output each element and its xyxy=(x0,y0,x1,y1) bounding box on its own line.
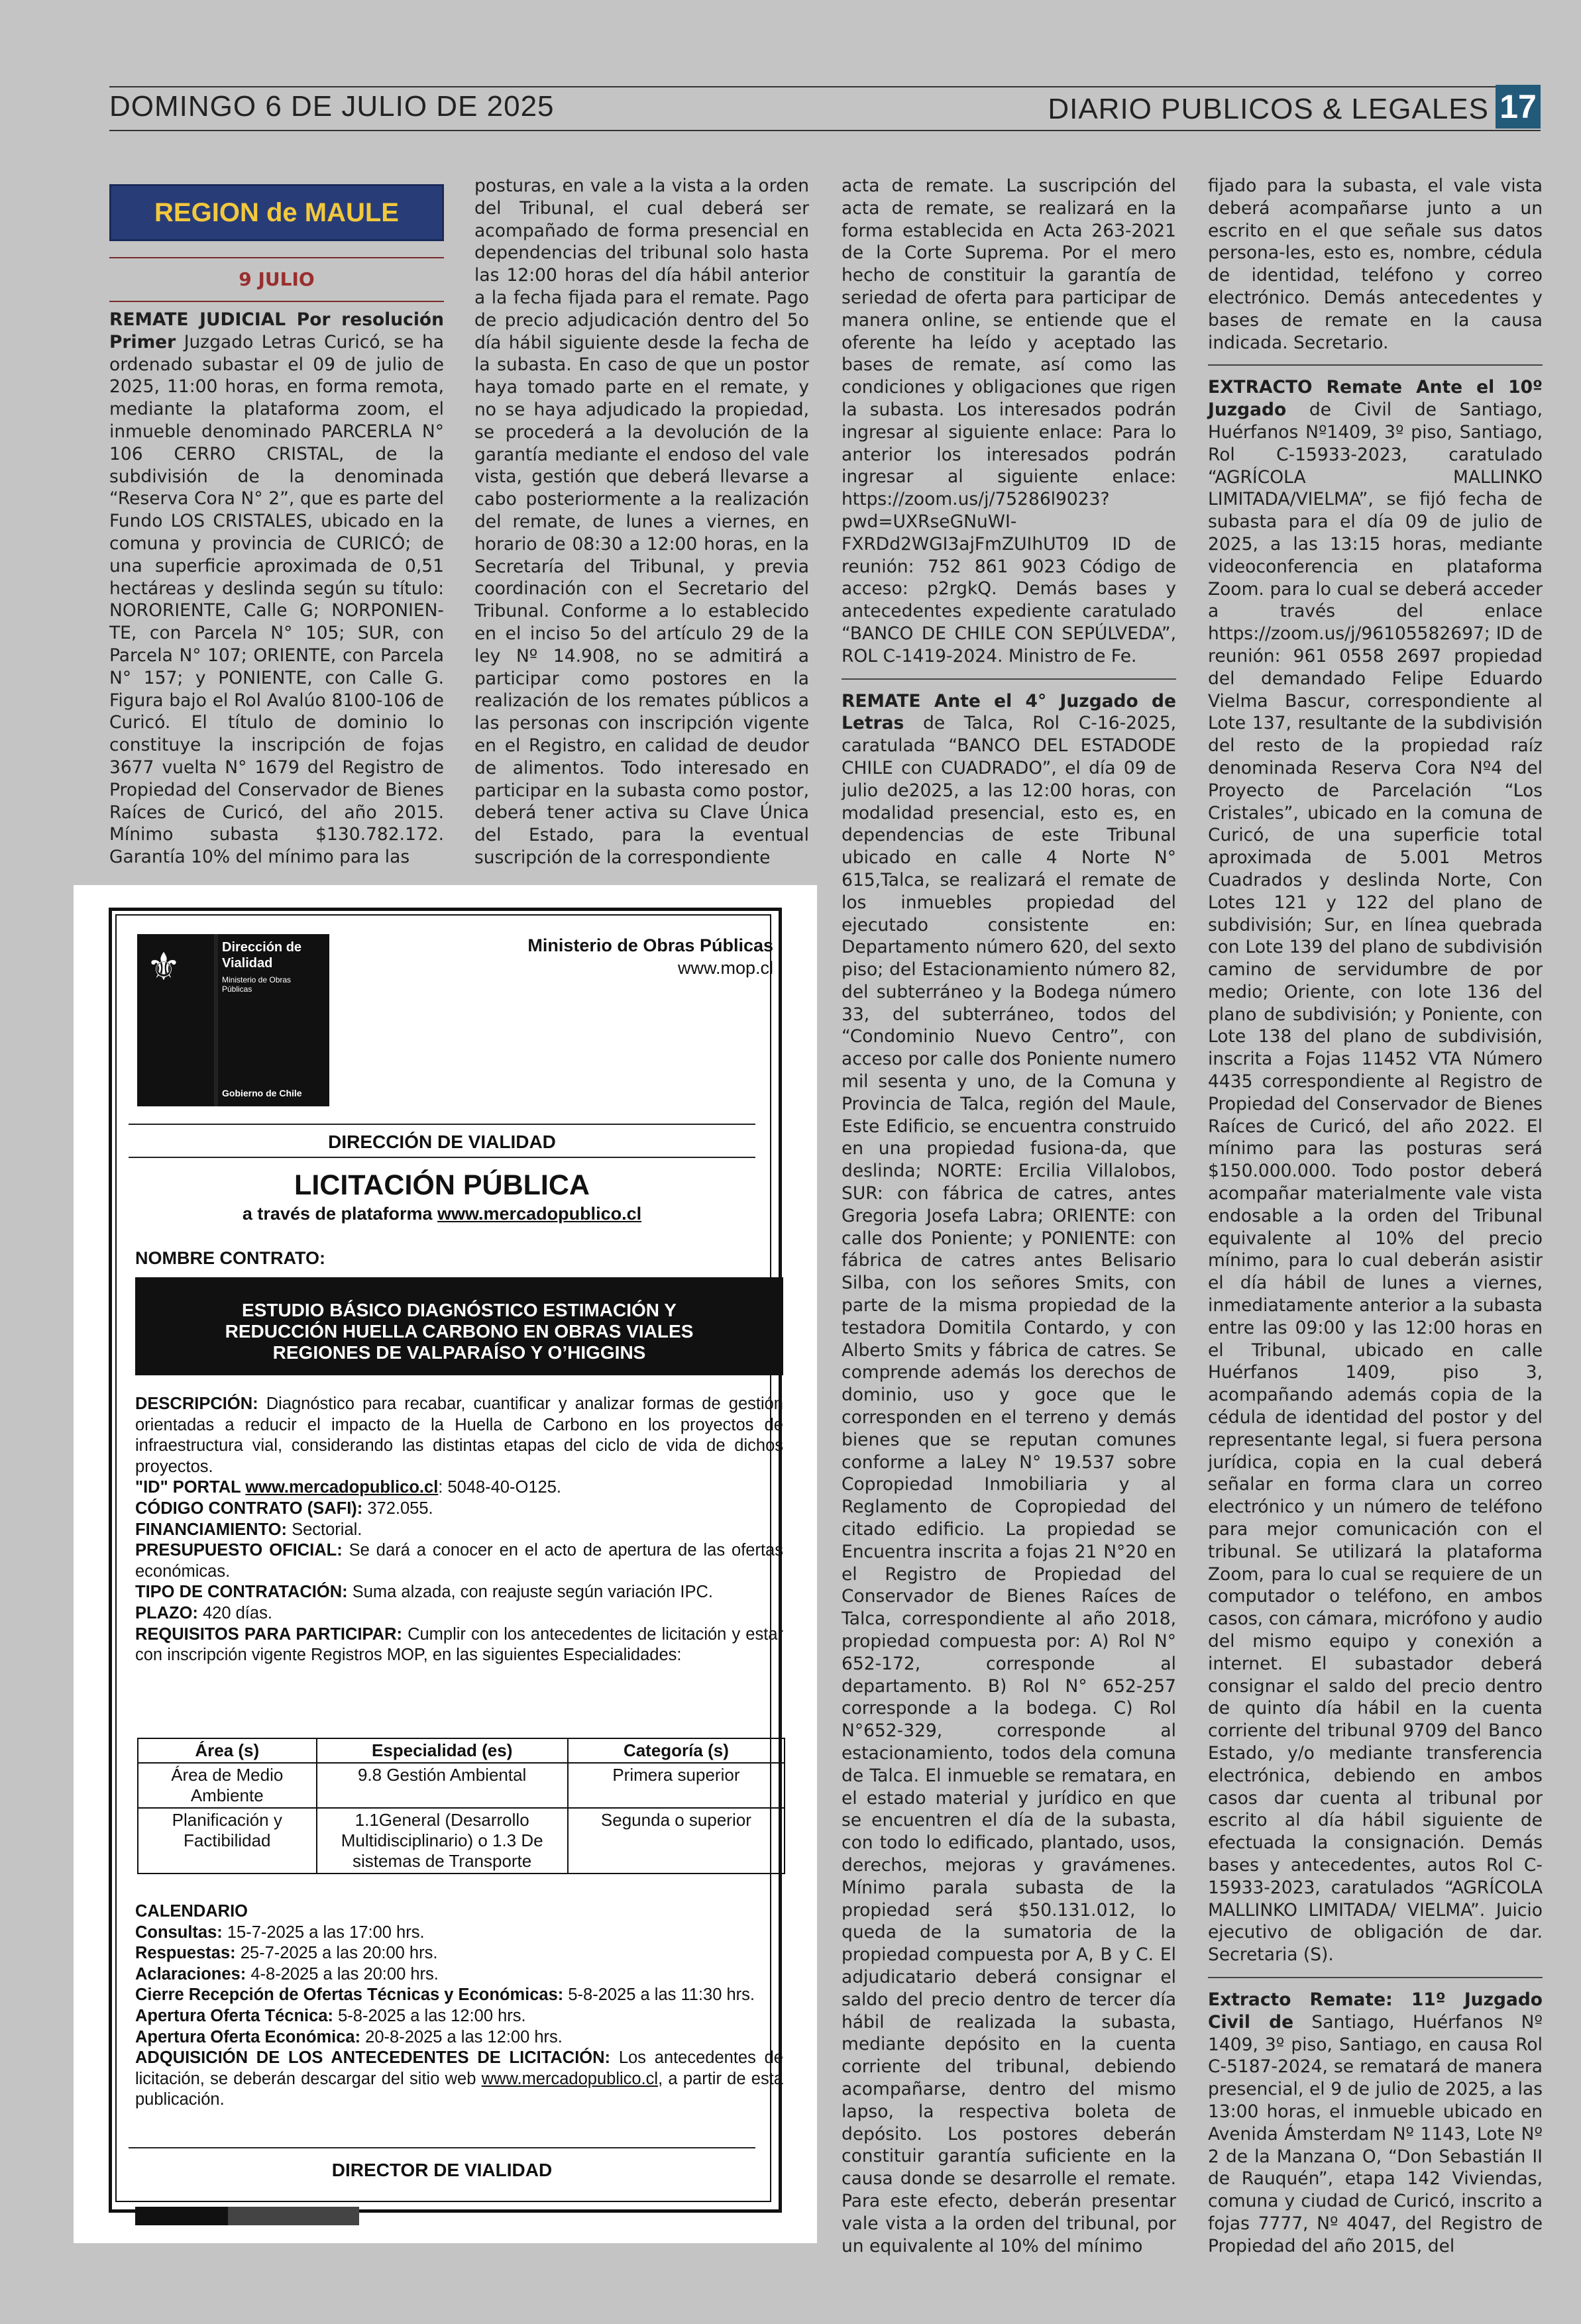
publication-name: DIARIO PUBLICOS & LEGALES xyxy=(1048,93,1489,125)
ad-details xyxy=(135,1394,783,1666)
ministry-name: Ministerio de Obras Públicas xyxy=(527,935,773,955)
requirements-table xyxy=(137,1738,785,1874)
ad-department: DIRECCIÓN DE VIALIDAD xyxy=(328,1132,556,1152)
ad-footer-bar xyxy=(135,2207,359,2225)
contract-line-3: REGIONES DE VALPARAÍSO Y O’HIGGINS xyxy=(272,1342,646,1363)
table-cell: Planificación y Factibilidad xyxy=(138,1808,317,1874)
table-cell: 1.1General (Desarrollo Multidisciplinario) o 1.3 De sistemas de Transporte xyxy=(317,1808,568,1874)
calendar-cierre: Cierre Recepción de Ofertas Técnicas y Económicas: 5-8-2025 a las 11:30 hrs. xyxy=(135,1985,755,2005)
ad-calendar xyxy=(135,1901,783,2111)
ad-contract-type: TIPO DE CONTRATACIÓN: Suma alzada, con reajuste según variación IPC. xyxy=(135,1583,714,1602)
ad-budget: PRESUPUESTO OFICIAL: Se dará a conocer en el acto de apertura de las ofertas económicas. xyxy=(135,1541,783,1581)
ministry-website[interactable]: www.mop.cl xyxy=(677,958,773,978)
ad-safi-code: CÓDIGO CONTRATO (SAFI): 372.055. xyxy=(135,1499,433,1518)
ad-portal-id: "ID" PORTAL www.mercadopublico.cl: 5048-40-O125. xyxy=(135,1478,561,1497)
ad-term: PLAZO: 420 días. xyxy=(135,1603,272,1622)
calendar-aclaraciones: Aclaraciones: 4-8-2025 a las 20:00 hrs. xyxy=(135,1964,439,1983)
notice-separator xyxy=(1208,364,1543,366)
chile-coat-of-arms-icon: ⚜ xyxy=(146,945,181,988)
logo-line-1: Dirección de Vialidad xyxy=(222,940,302,971)
date-heading: 9 JULIO xyxy=(109,257,444,302)
acquisition-link[interactable]: www.mercadopublico.cl xyxy=(481,2069,659,2088)
footer-bar-dark xyxy=(135,2207,228,2225)
ad-rule-2 xyxy=(129,1157,755,1158)
notice-paragraph: REMATE Ante el 4° Juzgado de Letras de Talca, Rol C-16-2025, caratulada “BANCO DEL ESTADODE CHILE con CUADRADO”, el día 09 de julio de2025, a las 12:00 horas, con modalidad presencial, esto es, en dependencias de este Tribunal ubicado en calle 4 Norte N° 615,Talca, se realizará el remate de los inmuebles propiedad del ejecutado consistente en: Departamento número 620, del sexto piso; del Estacionamiento número 82, del subterráneo y la Bodega número 33, del subterráneo, todos del “Condominio Nuevo Centro”, con acceso por calle dos Poniente numero mil sesenta y uno, de la Comuna y Provincia de Talca, región del Maule, Este Edificio, se encuentra construido en una propiedad fusiona-da, que deslinda; NORTE: Ercilia Villalobos, SUR: con fábrica de catres, antes Gregoria Josefa Labra; ORIENTE: con calle dos Poniente; y PONIENTE: con fábrica de catres antes Belisario Silba, con los señores Smits, con parte de la misma propiedad de la testadora Domitila Contardo, y con Alberto Smits y fábrica de catres. Se comprende además los derechos de dominio, uso y goce que le corresponden en el terreno y demás bienes que se reputan comunes conforme a laLey N° 19.537 sobre Copropiedad Inmobiliaria y al Reglamento de Copropiedad del citado edificio. La propiedad se Encuentra inscrita a fojas 21 N°20 en el Registro de Propiedad del Conservador de Bienes Raíces de Talca, correspondiente al año 2018, propiedad compuesta por: A) Rol N° 652-172, corresponde al departamento. B) Rol N° 652-257 corresponde a la bodega. C) Rol N°652-329, corresponde al estacionamiento, todos dela comuna de Talca. El inmueble se rematara, en el estado material y jurídico en que se encuentren el día de la subasta, con todo lo edificado, plantado, usos, derechos, mejoras y gravámenes. Mínimo parala subasta de la propiedad será $50.131.012, lo queda de la sumatoria de la propiedad compuesta por A, B y C. El adjudicatario deberá consignar el saldo del precio dentro de tercer día hábil de realizada la subasta, mediante depósito en la cuenta corriente del tribunal, debiendo acompañarse, dentro del mismo lapso, la respectiva boleta de depósito. Los postores deberán constituir garantía suficiente en la causa donde se desarrolle el remate. Para este efecto, deberán presentar vale vista a la orden del tribunal, por un equivalente al 10% del mínimo xyxy=(842,690,1176,2256)
table-row xyxy=(138,1763,785,1808)
table-header-row xyxy=(138,1738,785,1763)
calendar-respuestas: Respuestas: 25-7-2025 a las 20:00 hrs. xyxy=(135,1944,438,1963)
header-bottom-rule xyxy=(109,130,1541,131)
calendar-consultas: Consultas: 15-7-2025 a las 17:00 hrs. xyxy=(135,1923,425,1942)
table-row xyxy=(138,1808,785,1874)
ad-financing: FINANCIAMIENTO: Sectorial. xyxy=(135,1520,362,1539)
portal-link[interactable]: www.mercadopublico.cl xyxy=(245,1478,439,1497)
ad-acquisition: ADQUISICIÓN DE LOS ANTECEDENTES DE LICITACIÓN: Los antecedentes de licitación, se deberán descargar del sitio web www.mercadopublico.cl, a partir de esta publicación. xyxy=(135,2048,783,2109)
table-cell: 9.8 Gestión Ambiental xyxy=(317,1763,568,1808)
page-number: 17 xyxy=(1496,85,1541,129)
region-banner xyxy=(109,184,444,241)
logo-gov: Gobierno de Chile xyxy=(222,1088,302,1098)
contract-name-box xyxy=(135,1277,783,1375)
licitacion-advertisement xyxy=(74,885,817,2243)
notice-paragraph: EXTRACTO Remate Ante el 10º Juzgado de Civil de Santiago, Huérfanos Nº1409, 3º piso, Santiago, Rol C-15933-2023, caratulado “AGRÍCOLA MALLINKO LIMITADA/VIELMA”, se fijó fecha de subasta para el día 09 de julio de 2025, a las 13:15 horas, mediante videoconferencia en plataforma Zoom. para lo cual se deberá acceder a través del enlace https://zoom.us/j/96105582697; ID de reunión: 961 0558 2697 propiedad del demandado Felipe Eduardo Vielma Bascur, correspondiente al Lote 137, resultante de la subdivisión del resto de la propiedad raíz denominada Reserva Cora Nº4 del Proyecto de Parcelación “Los Cristales”, ubicado en la comuna de Curicó, de una superficie total aproximada de 5.001 Metros Cuadrados y deslinda Norte, Con Lotes 121 y 122 del plano de subdivisión; Sur, en línea quebrada con Lote 139 del plano de subdivisión camino de servidumbre de por medio; Oriente, con lote 136 del plano de subdivisión; y Poniente, con Lote 138 del plano de subdivisión, inscrita a Fojas 11452 VTA Número 4435 correspondiente al Registro de Propiedad del Conservador de Bienes Raíces de Curicó, del año 2022. El mínimo para las posturas será $150.000.000. Todo postor deberá acompañar materialmente vale vista endosable a la orden del Tribunal equivalente al 10% del precio mínimo, para lo cual deberán asistir el día hábil de lunes a viernes, inmediatamente anterior a la subasta entre las 09:00 y las 12:00 horas en el Tribunal, ubicado en calle Huérfanos 1409, piso 3, acompañando además copia de la cédula de identidad del postor y del representante legal, si fuera persona jurídica, copia en la cual deberá señalar en forma clara un correo electrónico y un número de teléfono para mejor comunicación con el tribunal. Se utilizará la plataforma Zoom, para lo cual se requiere de un computador o teléfono, en ambos casos, con cámara, micrófono y audio del mismo equipo y conexión a internet. El subastador deberá consignar el saldo del precio dentro de quinto día hábil en la cuenta corriente del tribunal 9709 del Banco Estado, y/o mediante transferencia electrónica, debiendo en ambos casos dar cuenta al tribunal por escrito al día hábil siguiente de efectuada la consignación. Demás bases y antecedentes, autos Rol C-15933-2023, caratulados “AGRÍCOLA MALLINKO LIMITADA/ VIELMA”. Juicio ejecutivo de obligación de dar. Secretaria (S). xyxy=(1208,377,1543,1966)
table-cell: Primera superior xyxy=(568,1763,785,1808)
notice-paragraph: Extracto Remate: 11º Juzgado Civil de Santiago, Huérfanos Nº 1409, 3º piso, Santiago, en causa Rol C-5187-2024, se rematará de manera presencial, el 9 de julio de 2025, a las 13:00 horas, el inmueble ubicado en Avenida Ámsterdam Nº 1143, Lote Nº 2 de la Manzana O, “Don Sebastián II de Rauquén”, etapa 142 Viviendas, comuna y ciudad de Curicó, inscrito a fojas 7777, Nº 4047, del Registro de Propiedad del año 2015, del xyxy=(1208,1989,1543,2256)
platform-link[interactable]: www.mercadopublico.cl xyxy=(437,1204,642,1224)
notice-paragraph: fijado para la subasta, el vale vista deberá acompañarse junto a un escrito en el que señale sus datos persona-les, esto es, nombre, cédula de identidad, teléfono y correo electrónico. Demás antecedentes y bases de remate en la causa indicada. Secretario. xyxy=(1208,176,1543,353)
ad-platform: a través de plataforma www.mercadopublico.cl xyxy=(242,1204,642,1224)
ad-description: DESCRIPCIÓN: Diagnóstico para recabar, cuantificar y analizar formas de gestión orientadas a reducir el impacto de la Huella de Carbono en los proyectos de infraestructura vial, considerando las distintas etapas del ciclo de vida de dichos proyectos. xyxy=(135,1395,783,1476)
contract-line-1: ESTUDIO BÁSICO DIAGNÓSTICO ESTIMACIÓN Y xyxy=(242,1300,677,1320)
column-2 xyxy=(474,175,809,869)
column-4 xyxy=(1208,175,1543,2258)
notice-separator xyxy=(842,678,1176,680)
ad-signature: DIRECTOR DE VIALIDAD xyxy=(331,2160,553,2180)
notice-paragraph: REMATE JUDICIAL Por resolución Primer Juzgado Letras Curicó, se ha ordenado subastar el 09 de julio de 2025, 11:00 horas, en forma remota, mediante la plataforma zoom, el inmueble denominado PARCERLA N° 106 CERRO CRISTAL, de la subdivisión de la denominada “Reserva Cora N° 2”, que es parte del Fundo LOS CRISTALES, ubicado en la comuna y provincia de CURICÓ; de una superficie aproximada de 0,51 hectáreas y deslinda según su título: NORORIENTE, Calle G; NORPONIEN-TE, con Parcela N° 105; SUR, con Parcela N° 107; ORIENTE, con Parcela N° 157; y PONIENTE, con Calle G. Figura bajo el Rol Avalúo 8100-106 de Curicó. El título de dominio lo constituye la inscripción de fojas 3677 vuelta N° 1679 del Registro de Propiedad del Conservador de Bienes Raíces de Curicó, del año 2015. Mínimo subasta $130.782.172. Garantía 10% del mínimo para las xyxy=(109,309,444,868)
page-header xyxy=(109,85,1541,129)
notice-paragraph: posturas, en vale a la vista a la orden del Tribunal, el cual deberá ser acompañado de forma presencial en dependencias del tribunal solo hasta las 12:00 horas del día hábil anterior a la fecha fijada para el remate. Pago de precio adjudicación dentro del 5o día hábil siguiente desde la fecha de la subasta. En caso de que un postor haya tomado parte en el remate, y no se haya adjudicado la propiedad, se procederá a la devolución de la garantía mediante el endoso del vale vista, gestión que deberá llevarse a cabo posteriormente a la realización del remate, de lunes a viernes, en horario de 08:30 a 12:00 horas, en la Secretaría del Tribunal, y previa coordinación con el Secretario del Tribunal. Conforme a lo establecido en el inciso 5o del artículo 29 de la ley Nº 14.908, no se admitirá a participar como postores en la realización de los remates públicos a las personas con inscripción vigente en el Registro, en calidad de deudor de alimentos. Todo interesado en participar en la subasta como postor, deberá tener activa su Clave Única del Estado, para la eventual suscripción de la correspondiente xyxy=(474,176,809,868)
table-header: Área (s) xyxy=(138,1738,317,1763)
ad-title: LICITACIÓN PÚBLICA xyxy=(294,1169,590,1201)
vialidad-logo xyxy=(137,934,329,1106)
calendar-title: CALENDARIO xyxy=(135,1902,248,1921)
column-1 xyxy=(109,309,444,869)
calendar-apertura-economica: Apertura Oferta Económica: 20-8-2025 a las 12:00 hrs. xyxy=(135,2027,563,2046)
notice-paragraph: acta de remate. La suscripción del acta de remate, se realizará en la forma establecida en Acta 263-2021 de la Corte Suprema. Por el mero hecho de constituir la garantía de seriedad de oferta para participar de manera online, se entiende que el oferente ha leído y aceptado las bases de remate, así como las condiciones y obligaciones que rigen la subasta. Los interesados podrán ingresar al siguiente enlace: Para lo anterior los interesados podrán ingresar al siguiente enlace: https://zoom.us/j/75286l9023?pwd=UXRseGNuWI-FXRDd2WGI3ajFmZUIhUT09 ID de reunión: 752 861 9023 Código de acceso: p2rgkQ. Demás bases y antecedentes expediente caratulado “BANCO DE CHILE CON SEPÚLVEDA”, ROL C-1419-2024. Ministro de Fe. xyxy=(842,176,1176,666)
column-3 xyxy=(842,175,1176,2257)
ad-requirements: REQUISITOS PARA PARTICIPAR: Cumplir con los antecedentes de licitación y estar con inscripción vigente Registros MOP, en las siguientes Especialidades: xyxy=(135,1624,783,1665)
ad-rule-3 xyxy=(129,2147,755,2148)
table-cell: Área de Medio Ambiente xyxy=(138,1763,317,1808)
ad-rule-1 xyxy=(129,1124,755,1125)
logo-stripe xyxy=(214,934,218,1106)
table-cell: Segunda o superior xyxy=(568,1808,785,1874)
calendar-apertura-tecnica: Apertura Oferta Técnica: 5-8-2025 a las 12:00 hrs. xyxy=(135,2006,526,2025)
contract-line-2: REDUCCIÓN HUELLA CARBONO EN OBRAS VIALES xyxy=(225,1321,694,1342)
logo-subtitle: Ministerio de Obras Públicas xyxy=(222,975,292,994)
footer-bar-gray xyxy=(228,2207,359,2225)
notice-separator xyxy=(1208,1977,1543,1978)
header-date: DOMINGO 6 DE JULIO DE 2025 xyxy=(109,90,555,123)
region-banner-label: REGION de MAULE xyxy=(154,198,399,227)
contract-label: NOMBRE CONTRATO: xyxy=(135,1248,325,1268)
table-header: Categoría (s) xyxy=(568,1738,785,1763)
table-header: Especialidad (es) xyxy=(317,1738,568,1763)
